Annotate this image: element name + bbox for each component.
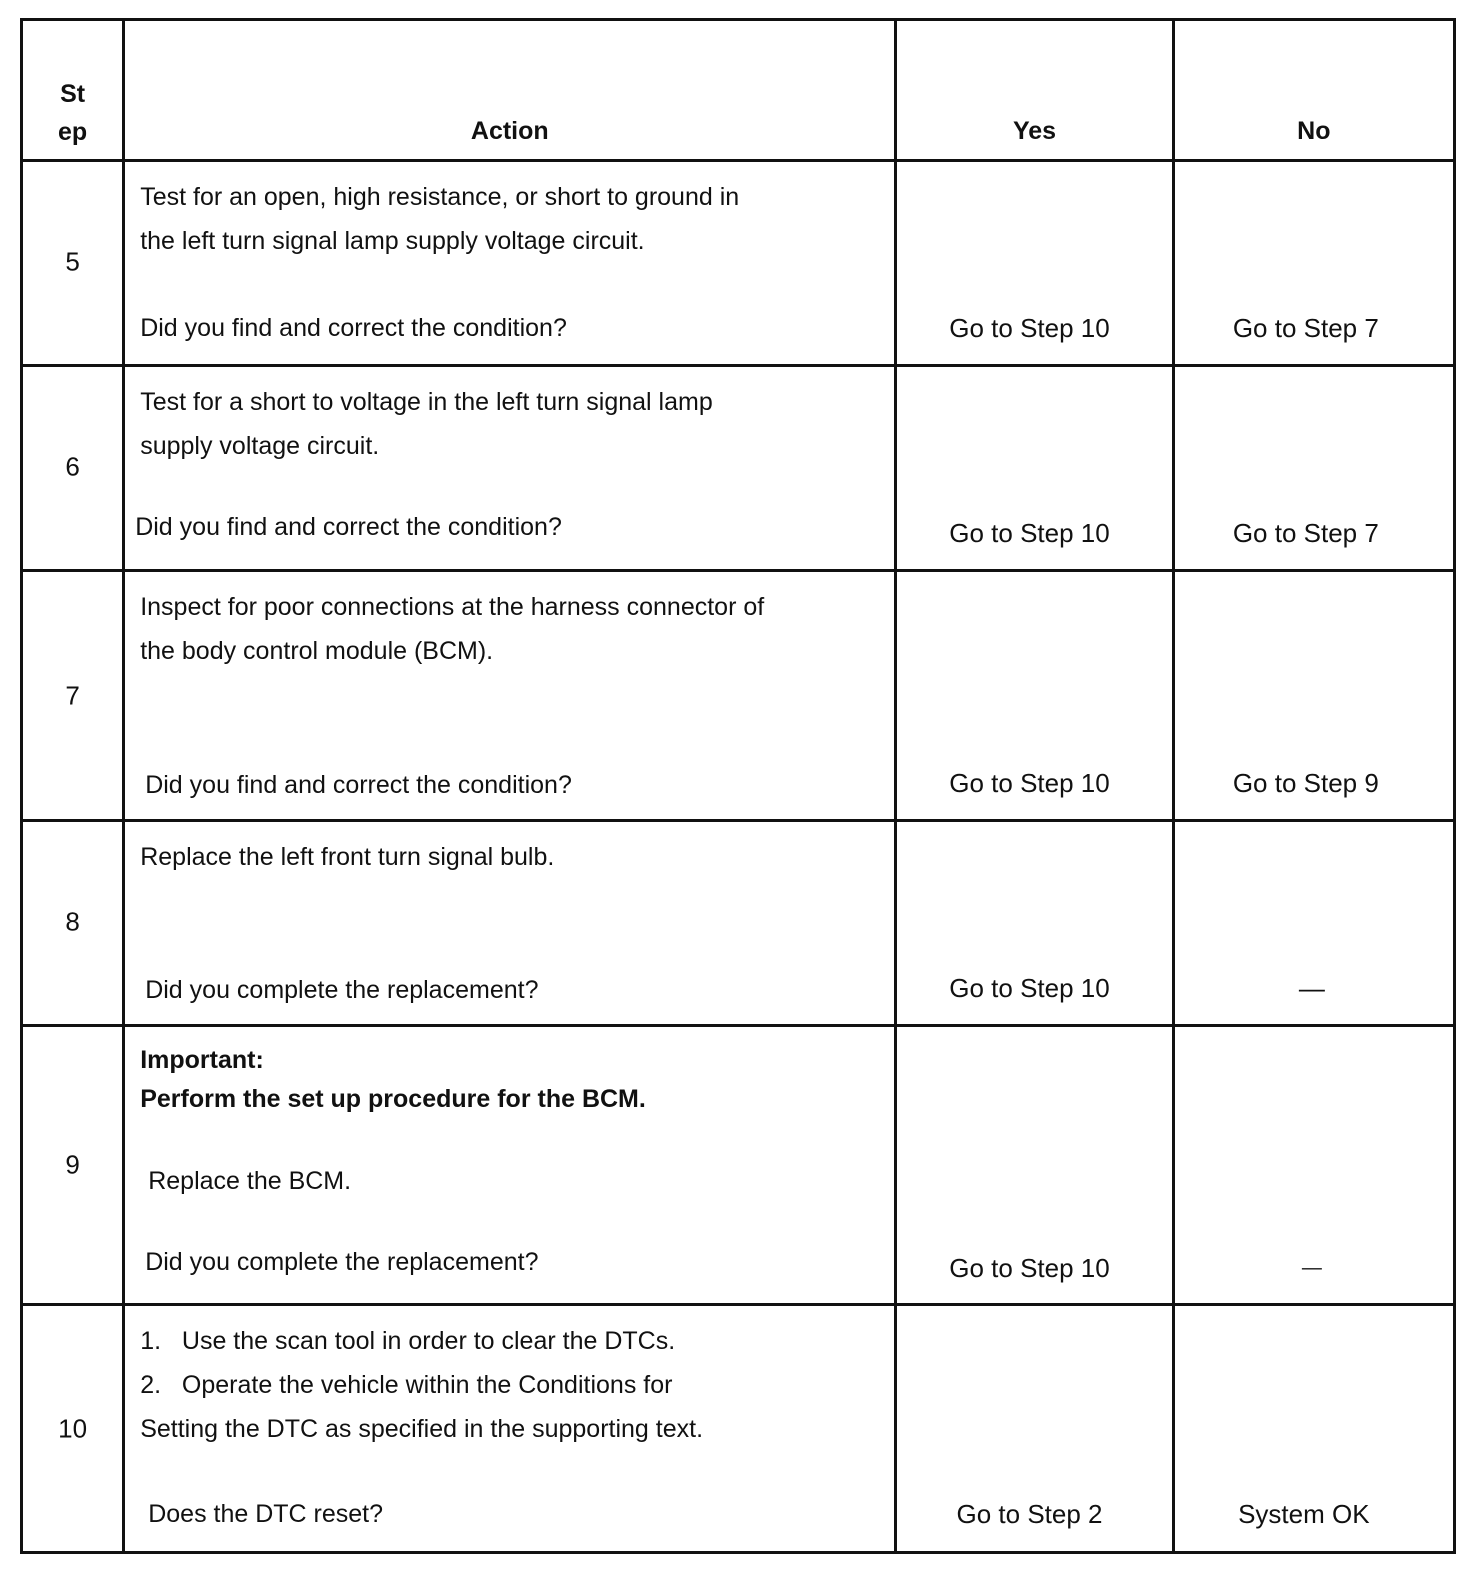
no-result: Go to Step 7: [1232, 313, 1379, 343]
yes-cell: [896, 571, 1173, 821]
step-number: 9: [65, 1149, 80, 1180]
header-step-line1: St: [60, 80, 86, 108]
action-text: supply voltage circuit.: [140, 432, 380, 460]
step-cell: [22, 1305, 124, 1553]
table-row: [22, 821, 1455, 1026]
yes-result: Go to Step 10: [949, 1253, 1110, 1283]
header-no: No: [1173, 20, 1454, 161]
yes-result: Go to Step 10: [949, 768, 1110, 798]
table-row: [22, 161, 1455, 366]
no-result-dash: —: [1298, 973, 1325, 1003]
yes-cell: [896, 1305, 1173, 1553]
action-text: Test for an open, high resistance, or short to ground in: [140, 183, 740, 211]
action-cell: [124, 1305, 896, 1553]
table-row: [22, 571, 1455, 821]
important-label: Important:: [140, 1046, 264, 1074]
no-cell: [1173, 571, 1454, 821]
header-yes: Yes: [896, 20, 1173, 161]
yes-result: Go to Step 10: [949, 518, 1110, 548]
table-row: [22, 366, 1455, 571]
no-cell: [1173, 821, 1454, 1026]
table-row: [22, 1026, 1455, 1305]
action-question: Does the DTC reset?: [148, 1500, 384, 1528]
yes-cell: [896, 821, 1173, 1026]
step-cell: [22, 571, 124, 821]
action-list-item: 2. Operate the vehicle within the Conditions for: [140, 1371, 673, 1399]
action-cell: [124, 366, 896, 571]
action-question: Did you complete the replacement?: [145, 976, 539, 1004]
step-cell: [22, 1026, 124, 1305]
action-cell: [124, 1026, 896, 1305]
action-list-item: 1. Use the scan tool in order to clear the DTCs.: [140, 1327, 676, 1355]
header-step-line2: ep: [58, 118, 88, 146]
yes-result: Go to Step 10: [949, 973, 1110, 1003]
action-text: Test for a short to voltage in the left turn signal lamp: [140, 388, 713, 416]
yes-cell: [896, 1026, 1173, 1305]
step-cell: [22, 366, 124, 571]
action-text: Setting the DTC as specified in the supporting text.: [140, 1415, 704, 1443]
table-header-row: [22, 20, 1455, 161]
step-number: 8: [65, 906, 80, 937]
no-result: Go to Step 9: [1232, 768, 1379, 798]
action-text: Replace the left front turn signal bulb.: [140, 843, 555, 871]
no-cell: [1173, 1026, 1454, 1305]
step-number: 6: [65, 451, 80, 482]
yes-result: Go to Step 10: [949, 313, 1110, 343]
action-cell: [124, 571, 896, 821]
action-text: Inspect for poor connections at the harness connector of: [140, 593, 765, 621]
step-cell: [22, 821, 124, 1026]
no-cell: [1173, 161, 1454, 366]
no-result: Go to Step 7: [1232, 518, 1379, 548]
header-step: [22, 20, 124, 161]
action-question: Did you find and correct the condition?: [140, 314, 567, 342]
action-text: the body control module (BCM).: [140, 637, 494, 665]
step-number: 5: [65, 246, 80, 277]
no-cell: [1173, 1305, 1454, 1553]
action-text: Replace the BCM.: [148, 1167, 352, 1195]
action-question: Did you complete the replacement?: [145, 1248, 539, 1276]
table-row: [22, 1305, 1455, 1553]
no-result: System OK: [1238, 1499, 1370, 1529]
action-question: Did you find and correct the condition?: [145, 771, 572, 799]
step-cell: [22, 161, 124, 366]
action-cell: [124, 821, 896, 1026]
no-cell: [1173, 366, 1454, 571]
step-number: 10: [58, 1413, 88, 1444]
step-number: 7: [65, 680, 80, 711]
important-text: Perform the set up procedure for the BCM.: [140, 1085, 646, 1113]
yes-cell: [896, 161, 1173, 366]
header-action: Action: [124, 20, 896, 161]
no-result-dash: —: [1301, 1257, 1322, 1279]
yes-cell: [896, 366, 1173, 571]
yes-result: Go to Step 2: [956, 1499, 1103, 1529]
diagnostic-steps-table: [20, 18, 1456, 1554]
action-cell: [124, 161, 896, 366]
action-question: Did you find and correct the condition?: [135, 513, 562, 541]
action-text: the left turn signal lamp supply voltage circuit.: [140, 227, 645, 255]
